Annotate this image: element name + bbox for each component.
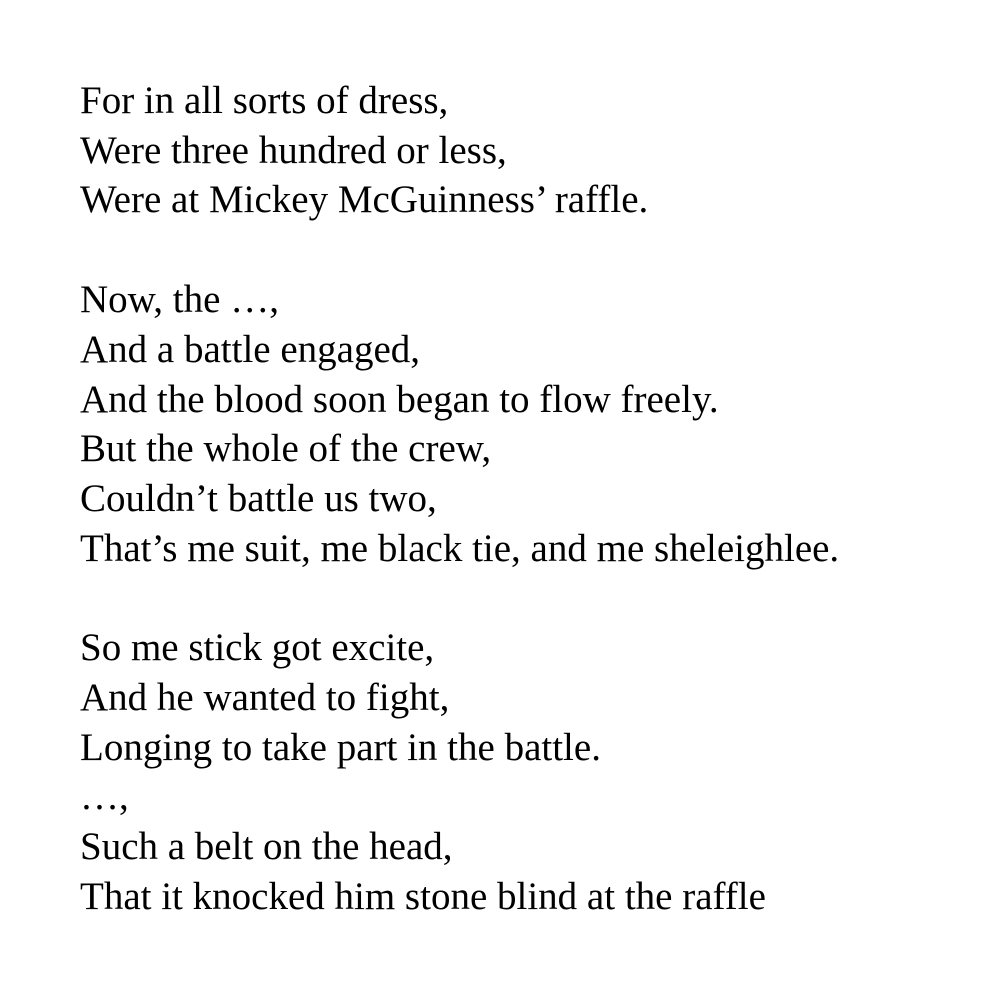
stanza-3 bbox=[80, 623, 980, 921]
poem-line: Longing to take part in the battle. bbox=[80, 725, 601, 769]
poem-line: Now, the …, bbox=[80, 278, 279, 322]
poem-line: So me stick got excite, bbox=[80, 626, 435, 670]
poem-text bbox=[80, 76, 980, 972]
poem-line: That it knocked him stone blind at the raffle bbox=[80, 874, 766, 918]
poem-line: Such a belt on the head, bbox=[80, 825, 453, 869]
poem-line: And a battle engaged, bbox=[80, 327, 421, 371]
poem-line: Were three hundred or less, bbox=[80, 128, 507, 172]
poem-line: But the whole of the crew, bbox=[80, 427, 492, 471]
poem-line: That’s me suit, me black tie, and me sheleighlee. bbox=[80, 526, 840, 570]
stanza-2 bbox=[80, 275, 980, 573]
poem-line: And he wanted to fight, bbox=[80, 676, 450, 720]
poem-line: And the blood soon began to flow freely. bbox=[80, 377, 719, 421]
poem-line: Were at Mickey McGuinness’ raffle. bbox=[80, 178, 649, 222]
stanza-1 bbox=[80, 76, 980, 225]
poem-line: Couldn’t battle us two, bbox=[80, 476, 437, 520]
poem-line: …, bbox=[80, 775, 129, 819]
poem-line: For in all sorts of dress, bbox=[80, 79, 449, 122]
